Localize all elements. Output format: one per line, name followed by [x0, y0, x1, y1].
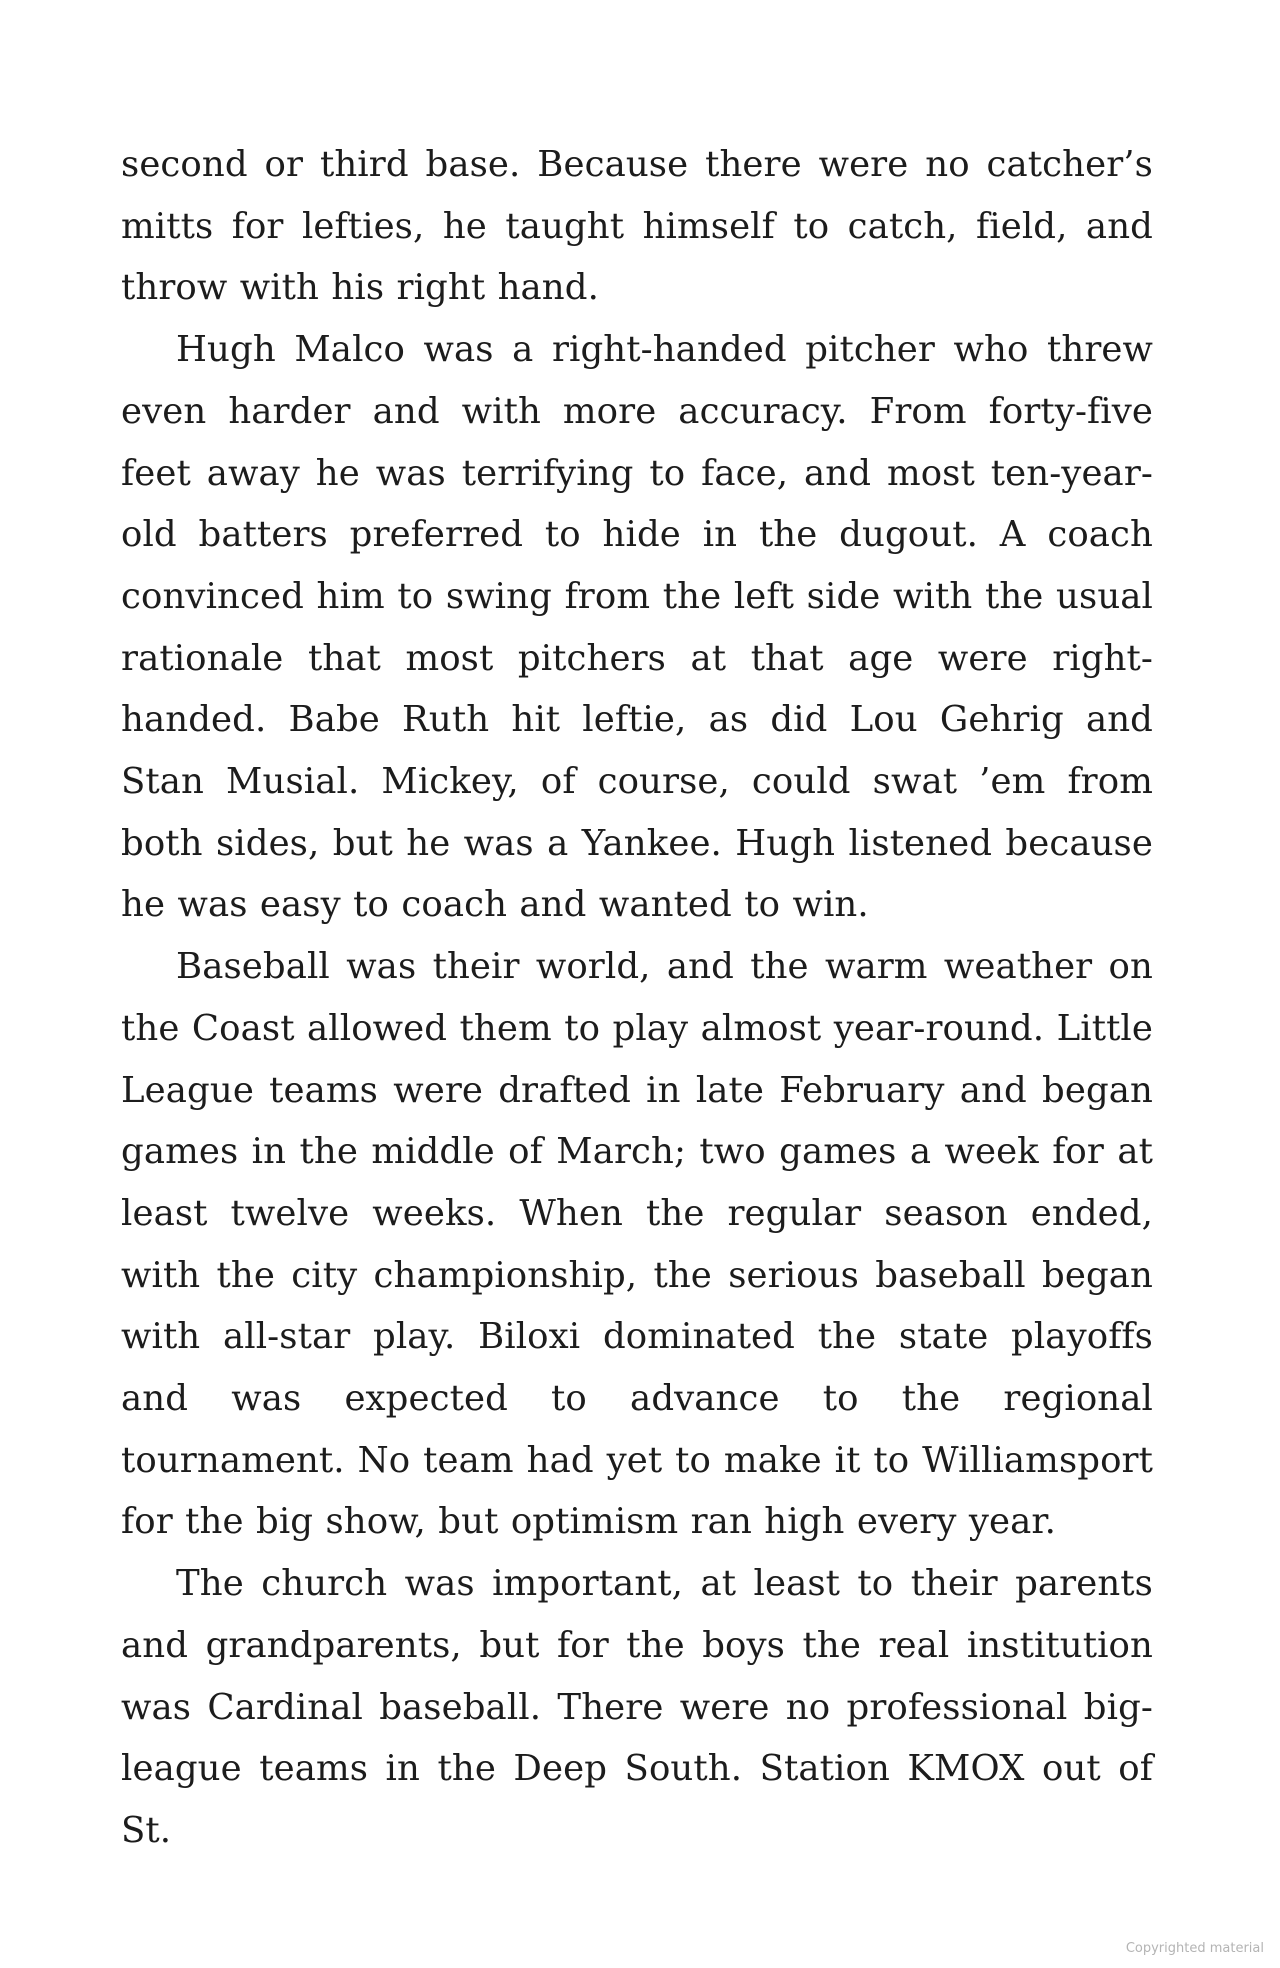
paragraph-2: Hugh Malco was a right-handed pitcher who threw even harder and with more accuracy. From forty-five feet away he was terrifying to face, and most ten-year-old batters preferred to hide in the dugout. A coach convinced him to swing from the left side with the usual rationale that most pitchers at that age were right-handed. Babe Ruth hit leftie, as did Lou Gehrig and Stan Musial. Mickey, of course, could swat ’em from both sides, but he was a Yankee. Hugh listened because he was easy to coach and wanted to win.	[121, 329, 1153, 926]
paragraph-1: second or third base. Because there were no catcher’s mitts for lefties, he taught himself to catch, field, and throw with his right hand.	[121, 144, 1153, 309]
paragraph-4: The church was important, at least to their parents and grandparents, but for the boys the real institution was Cardinal baseball. There were no professional big-league teams in the Deep South. Station KMOX out of St.	[121, 1563, 1153, 1851]
copyright-watermark: Copyrighted material	[1125, 1941, 1264, 1956]
page-body	[121, 134, 1153, 1862]
paragraph-3: Baseball was their world, and the warm weather on the Coast allowed them to play almost year-round. Little League teams were drafted in late February and began games in the middle of March; two games a week for at least twelve weeks. When the regular season ended, with the city championship, the serious baseball began with all-star play. Biloxi dominated the state playoffs and was expected to advance to the regional tournament. No team had yet to make it to Williamsport for the big show, but optimism ran high every year.	[121, 946, 1153, 1543]
